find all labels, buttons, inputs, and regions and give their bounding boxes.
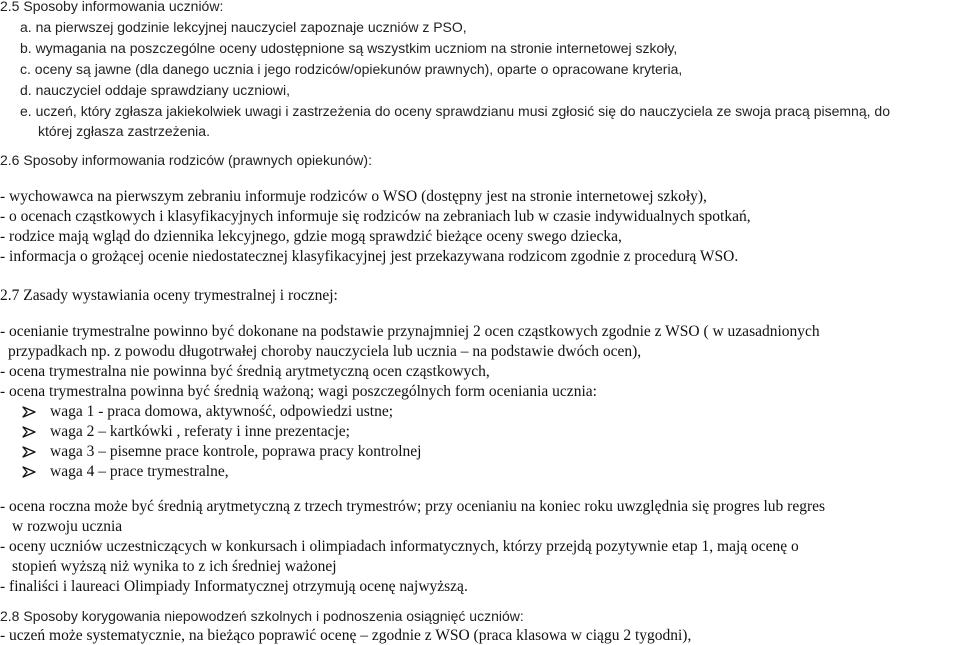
s25-item-a: a. na pierwszej godzinie lekcyjnej nauczyciel zapoznaje uczniów z PSO, xyxy=(20,19,467,35)
s27-weight-1: waga 1 - praca domowa, aktywność, odpowiedzi ustne; xyxy=(50,403,394,420)
s26-line-3: - rodzice mają wgląd do dziennika lekcyjnego, gdzie mogą sprawdzić bieżące oceny swego dziecka, xyxy=(0,228,622,245)
s27-weight-4: waga 4 – prace trymestralne, xyxy=(50,463,229,480)
s27-annual-1-cont: w rozwoju ucznia xyxy=(12,518,123,535)
s27-annual-1: - ocena roczna może być średnią arytmetyczną z trzech trymestrów; przy ocenianiu na koniec roku uwzględnia się progres lub regres xyxy=(0,498,826,515)
s27-line-2: - ocena trymestralna nie powinna być średnią arytmetyczną ocen cząstkowych, xyxy=(0,363,490,380)
s27-annual-2-cont: stopień wyższą niż wynika to z ich średniej ważonej xyxy=(12,558,337,575)
s25-item-e-cont: której zgłasza zastrzeżenia. xyxy=(38,123,210,139)
arrow-bullet-icon xyxy=(22,465,36,479)
s25-item-d: d. nauczyciel oddaje sprawdziany uczniowi, xyxy=(20,82,291,98)
s28-line-1: - uczeń może systematycznie, na bieżąco poprawić ocenę – zgodnie z WSO (praca klasowa w ciągu 2 tygodni), xyxy=(0,627,692,644)
section-2-8-heading: 2.8 Sposoby korygowania niepowodzeń szkolnych i podnoszenia osiągnięć uczniów: xyxy=(0,608,524,624)
s25-item-e: e. uczeń, który zgłasza jakiekolwiek uwagi i zastrzeżenia do oceny sprawdzianu musi zgłosić się do nauczyciela ze swoja pracą pisemną, do xyxy=(20,103,890,119)
arrow-bullet-icon xyxy=(22,405,36,419)
s27-weight-3: waga 3 – pisemne prace kontrole, poprawa pracy kontrolnej xyxy=(50,443,422,460)
s27-line-3: - ocena trymestralna powinna być średnią ważoną; wagi poszczególnych form oceniania ucznia: xyxy=(0,383,597,400)
arrow-bullet-icon xyxy=(22,445,36,459)
s26-line-4: - informacja o grożącej ocenie niedostatecznej klasyfikacyjnej jest przekazywana rodzicom zgodnie z procedurą WSO. xyxy=(0,248,739,265)
arrow-bullet-icon xyxy=(22,425,36,439)
s27-line-1-cont: przypadkach np. z powodu długotrwałej choroby nauczyciela lub ucznia – na podstawie dwóch ocen), xyxy=(8,343,642,360)
s25-item-c: c. oceny są jawne (dla danego ucznia i jego rodziców/opiekunów prawnych), oparte o opracowane kryteria, xyxy=(20,61,683,77)
s27-annual-3: - finaliści i laureaci Olimpiady Informatycznej otrzymują ocenę najwyższą. xyxy=(0,578,468,595)
section-2-5-heading: 2.5 Sposoby informowania uczniów: xyxy=(0,0,224,14)
section-2-6-heading: 2.6 Sposoby informowania rodziców (prawnych opiekunów): xyxy=(0,152,372,168)
s25-item-b: b. wymagania na poszczególne oceny udostępnione są wszystkim uczniom na stronie internetowej szkoły, xyxy=(20,40,678,56)
s27-annual-2: - oceny uczniów uczestniczących w konkursach i olimpiadach informatycznych, którzy przejdą pozytywnie etap 1, mają ocenę o xyxy=(0,538,799,555)
s26-line-1: - wychowawca na pierwszym zebraniu informuje rodziców o WSO (dostępny jest na stronie internetowej szkoły), xyxy=(0,188,707,205)
s26-line-2: - o ocenach cząstkowych i klasyfikacyjnych informuje się rodziców na zebraniach lub w czasie indywidualnych spotkań, xyxy=(0,208,751,225)
s27-weight-2: waga 2 – kartkówki , referaty i inne prezentacje; xyxy=(50,423,350,440)
section-2-7-heading: 2.7 Zasady wystawiania oceny trymestralnej i rocznej: xyxy=(0,287,338,304)
s27-line-1: - ocenianie trymestralne powinno być dokonane na podstawie przynajmniej 2 ocen cząstkowych zgodnie z WSO ( w uzasadnionych xyxy=(0,323,820,340)
